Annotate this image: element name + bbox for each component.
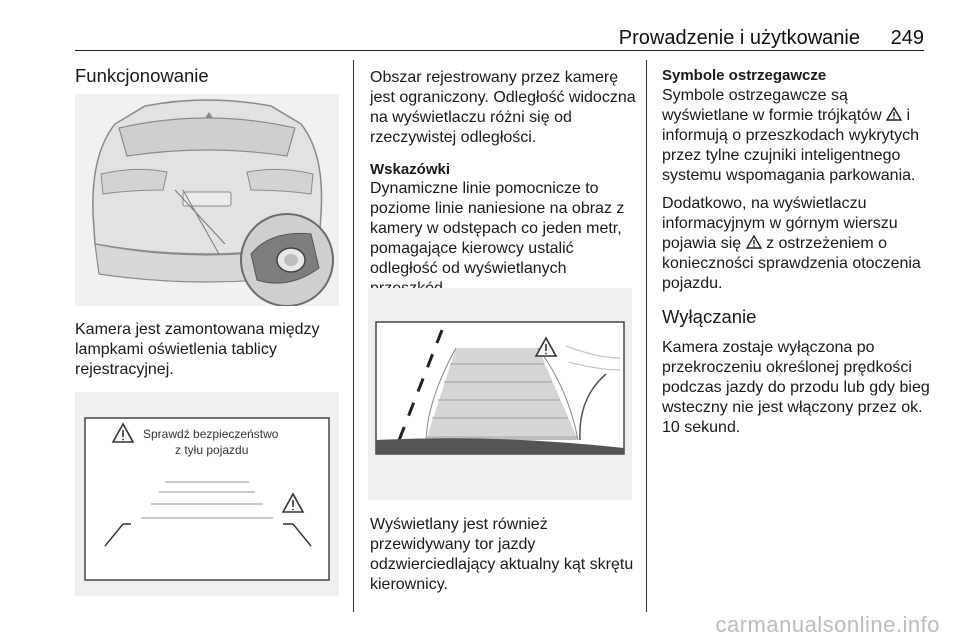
display-warning-line2: z tyłu pojazdu bbox=[175, 443, 249, 457]
camera-range-paragraph: Obszar rejestrowany przez kamerę jest ograniczony. Odległość widoczna na wyświetlaczu różni się od rzeczywistej odległości. bbox=[370, 69, 636, 146]
note-text: Dynamiczne linie pomocnicze to poziome linie naniesione na obraz z kamery w odstępach co jeden metr, pomagające kierowcy ustalić odległość od wyświetlanych bbox=[370, 180, 625, 277]
column-divider bbox=[353, 60, 354, 612]
running-header-title: Prowadzenie i użytkowanie bbox=[618, 27, 860, 49]
page-number: 249 bbox=[890, 27, 924, 49]
column-1-caption bbox=[75, 320, 343, 380]
camera-location-illustration bbox=[75, 94, 339, 306]
warning-triangle-icon bbox=[746, 235, 762, 249]
warning-symbols-heading: Symbole ostrzegawcze bbox=[662, 67, 827, 84]
info-display-paragraph bbox=[662, 194, 930, 294]
display-warning-line1: Sprawdź bezpieczeństwo bbox=[143, 427, 279, 441]
trajectory-caption: Wyświetlany jest również przewidywany tor jazdy odzwierciedlający aktualny kąt skrętu kierownicy. bbox=[370, 516, 634, 593]
camera-mount-caption: Kamera jest zamontowana między lampkami oświetlenia tablicy rejestracyjnej. bbox=[75, 321, 320, 378]
warning-symbols-paragraph bbox=[662, 86, 930, 186]
parking-display-illustration-1 bbox=[75, 392, 339, 596]
header-rule bbox=[75, 50, 924, 51]
info-display-text-a: Dodatkowo, na wyświetlaczu informacyjnym w górnym wierszu pojawia się bbox=[662, 195, 898, 252]
section-heading-funkcjonowanie: Funkcjonowanie bbox=[75, 65, 209, 86]
info-display-text-b: z ostrzeżeniem o konieczności sprawdzenia otoczenia pojazdu. bbox=[662, 235, 921, 292]
watermark: carmanualsonline.info bbox=[715, 612, 940, 637]
column-2 bbox=[370, 68, 638, 299]
note-heading: Wskazówki bbox=[370, 161, 451, 178]
section-heading-wylaczanie: Wyłączanie bbox=[662, 306, 757, 327]
warning-symbols-text-a: Symbole ostrzegawcze są wyświetlane w formie trójkątów bbox=[662, 87, 882, 124]
guideline-display-drawing bbox=[368, 288, 632, 500]
warning-triangle-icon bbox=[886, 107, 902, 121]
column-2-caption bbox=[370, 515, 638, 595]
column-divider bbox=[646, 60, 647, 612]
column-3 bbox=[662, 66, 930, 438]
parking-display-illustration-2 bbox=[368, 288, 632, 500]
display-warning-drawing bbox=[75, 392, 339, 596]
deactivation-paragraph: Kamera zostaje wyłączona po przekroczeniu określonej prędkości podczas jazdy do przodu lub gdy bieg wsteczny nie jest włączony przez ok. 10 sekund. bbox=[662, 339, 930, 436]
warning-symbols-text-b: i informują o przeszkodach wykrytych przez tylne czujniki inteligentnego systemu wspomagania parkowania. bbox=[662, 107, 919, 184]
column-1 bbox=[75, 65, 345, 87]
car-rear-camera-drawing bbox=[75, 94, 339, 306]
